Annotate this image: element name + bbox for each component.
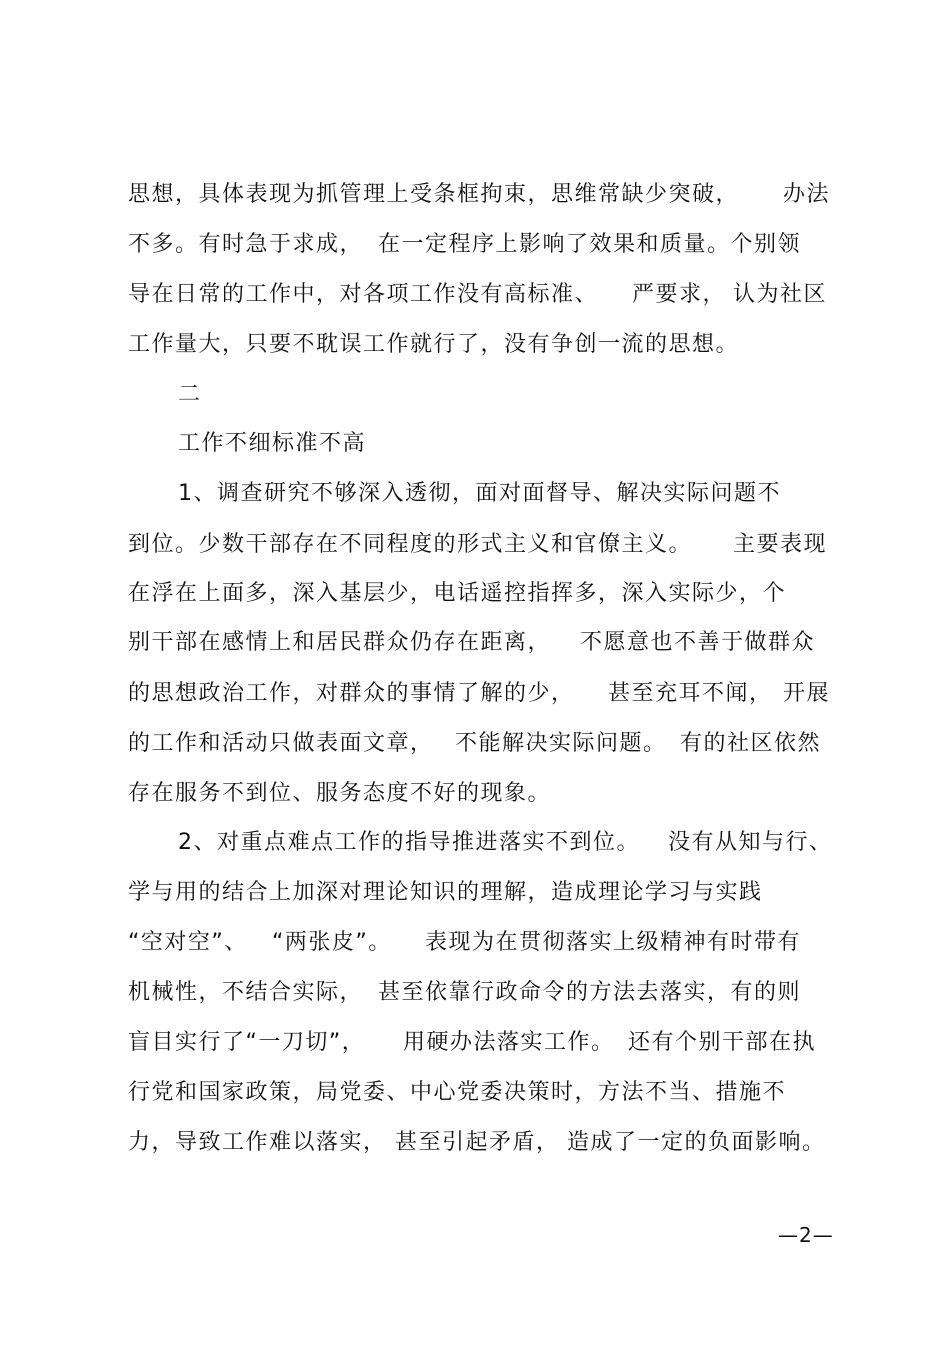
- text-line: 还有个别干部在执: [628, 1030, 817, 1055]
- text-line: 存在服务不到位、服务态度不好的现象。: [128, 781, 552, 806]
- text-line: 力，导致工作难以落实，: [128, 1130, 387, 1155]
- text-line: 用硬办法落实工作。: [403, 1030, 615, 1055]
- text-line: 盲目实行了“一刀切”，: [128, 1030, 366, 1055]
- text-line: 甚至引起矛盾，: [395, 1130, 560, 1155]
- text-line: 没有从知与行、: [668, 830, 833, 855]
- text-line: 思想，具体表现为抓管理上受条框拘束，思维常缺少突破，: [128, 182, 740, 207]
- text-line: 主要表现: [733, 532, 828, 557]
- text-line: 的工作和活动只做表面文章，: [128, 731, 434, 756]
- page-number: —2—: [778, 1223, 834, 1247]
- text-line: 工作量大，只要不耽误工作就行了，没有争创一流的思想。: [128, 332, 740, 357]
- text-line: 2、对重点难点工作的指导推进落实不到位。: [178, 830, 640, 855]
- text-line: 甚至依靠行政命令的方法去落实，有的则: [378, 980, 802, 1005]
- section-number: 二: [178, 382, 202, 407]
- text-line: 机械性，不结合实际，: [128, 980, 364, 1005]
- text-line: 在一定程序上影响了效果和质量。个别领: [378, 232, 802, 257]
- text-line: 不多。有时急于求成，: [128, 232, 364, 257]
- text-line: 行党和国家政策，局党委、中心党委决策时，方法不当、措施不: [128, 1080, 787, 1105]
- text-line: 造成了一定的负面影响。: [567, 1130, 826, 1155]
- text-line: 的思想政治工作，对群众的事情了解的少，: [128, 681, 575, 706]
- text-line: 开展: [783, 681, 831, 706]
- text-line: 在浮在上面多，深入基层少，电话遥控指挥多，深入实际少，个: [128, 581, 787, 606]
- text-line: 别干部在感情上和居民群众仍存在距离，: [128, 630, 552, 655]
- text-line: 到位。少数干部存在不同程度的形式主义和官僚主义。: [128, 532, 693, 557]
- text-line: 学与用的结合上加深对理论知识的理解，造成理论学习与实践: [128, 880, 763, 905]
- text-line: 严要求，: [632, 282, 727, 307]
- section-heading: 工作不细标准不高: [178, 431, 367, 456]
- text-line: 1、调查研究不够深入透彻，面对面督导、解决实际问题不: [178, 481, 781, 506]
- text-line: 不愿意也不善于做群众: [580, 630, 816, 655]
- text-line: “两张皮”。: [272, 930, 392, 955]
- text-line: 甚至充耳不闻，: [608, 681, 773, 706]
- text-line: “空对空”、: [128, 930, 248, 955]
- text-line: 认为社区: [733, 282, 828, 307]
- text-line: 有的社区依然: [680, 731, 822, 756]
- text-line: 办法: [783, 182, 831, 207]
- text-line: 导在日常的工作中，对各项工作没有高标准、: [128, 282, 599, 307]
- text-line: 表现为在贯彻落实上级精神有时带有: [425, 930, 802, 955]
- text-line: 不能解决实际问题。: [455, 731, 667, 756]
